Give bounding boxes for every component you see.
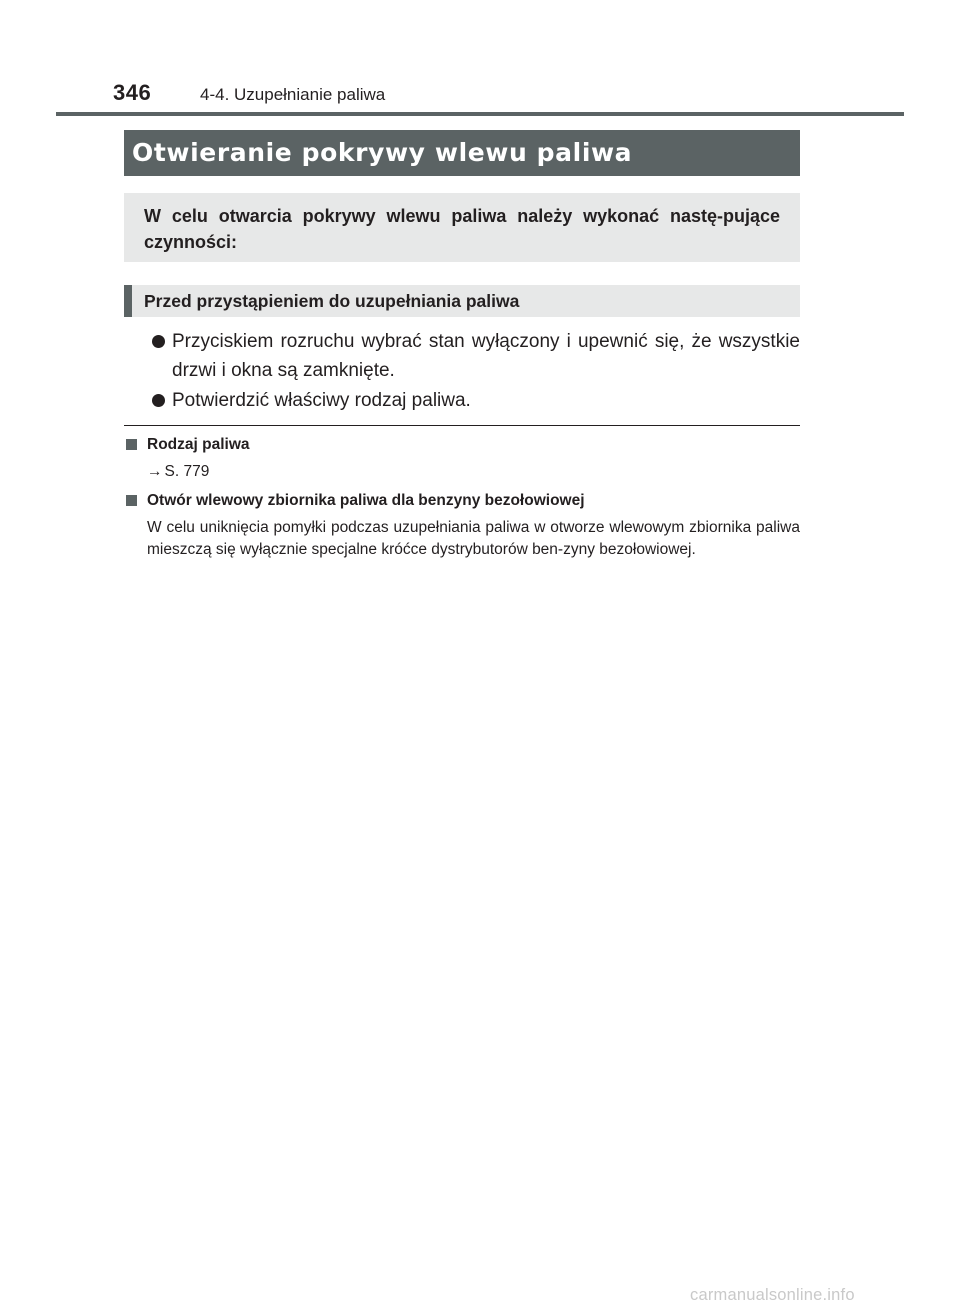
list-item — [152, 327, 800, 385]
section-path: 4-4. Uzupełnianie paliwa — [200, 85, 386, 104]
page-reference[interactable]: S. 779 — [164, 463, 210, 480]
bullet-list — [152, 327, 800, 415]
note-filler-opening — [124, 491, 800, 561]
bullet-text: Przyciskiem rozruchu wybrać stan wyłączony i upewnić się, że wszystkie drzwi i okna są zamknięte. — [172, 331, 800, 381]
section-title: Otwieranie pokrywy wlewu paliwa — [132, 138, 633, 167]
note-fuel-type — [124, 435, 800, 483]
note-heading: Rodzaj paliwa — [147, 436, 250, 453]
notes-divider — [124, 425, 800, 426]
arrow-right-icon: → — [147, 463, 163, 480]
subheading-bar — [124, 285, 800, 317]
note-heading: Otwór wlewowy zbiornika paliwa dla benzyny bezołowiowej — [147, 492, 585, 509]
square-bullet-icon — [126, 495, 137, 506]
intro-box — [124, 193, 800, 262]
page-header — [0, 0, 960, 116]
bullet-dot-icon — [152, 335, 165, 348]
square-bullet-icon — [126, 439, 137, 450]
list-item — [152, 386, 800, 415]
intro-text: W celu otwarcia pokrywy wlewu paliwa należy wykonać nastę-pujące czynności: — [144, 206, 780, 252]
note-body — [124, 461, 800, 483]
bullet-text: Potwierdzić właściwy rodzaj paliwa. — [172, 390, 471, 411]
note-body: W celu uniknięcia pomyłki podczas uzupełniania paliwa w otworze wlewowym zbiornika paliwa mieszczą się wyłącznie specjalne króćce dystrybutorów ben-zyny bezołowiowej. — [147, 519, 800, 558]
page-number: 346 — [113, 80, 152, 105]
bullet-dot-icon — [152, 394, 165, 407]
watermark: carmanualsonline.info — [690, 1286, 855, 1304]
header-rule — [56, 112, 904, 116]
section-title-bar — [124, 130, 800, 176]
subheading: Przed przystąpieniem do uzupełniania paliwa — [144, 291, 520, 311]
